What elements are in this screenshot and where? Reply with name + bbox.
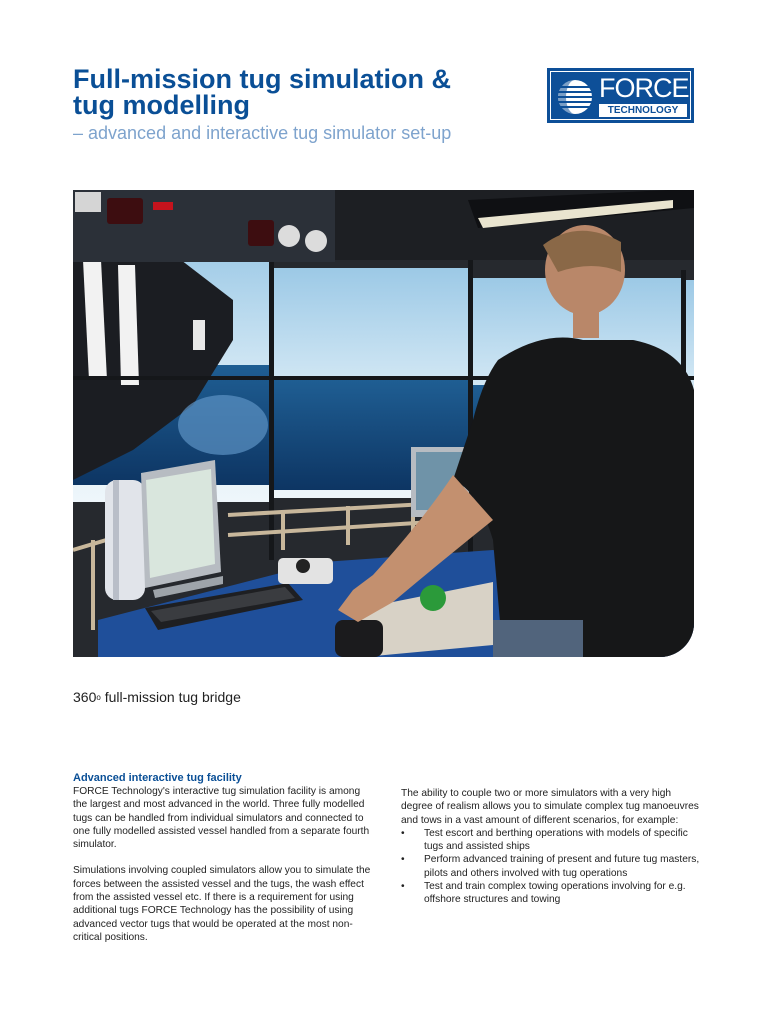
photo-caption — [73, 688, 241, 706]
left-column — [73, 772, 373, 957]
list-item — [401, 827, 701, 854]
title-line-2: tug modelling — [73, 90, 250, 120]
degree-symbol: o — [96, 693, 101, 702]
bullet-icon: • — [401, 827, 405, 839]
intro-paragraph: The ability to couple two or more simulators with a very high degree of realism allows you to simulate complex tug manoeuvres and tows in a vast amount of different scenarios, for example: — [401, 788, 699, 826]
bullet-icon: • — [401, 854, 405, 866]
list-item-text: Perform advanced training of present and future tug masters, pilots and others involved with tug operations — [424, 854, 700, 879]
force-technology-logo — [547, 68, 694, 123]
list-item — [401, 880, 701, 907]
tug-bridge-photo — [73, 190, 694, 657]
paragraph-1: FORCE Technology's interactive tug simulation facility is among the largest and most advanced in the world. Three fully modelled tugs can be handled from individual simulators and connected to one fully modelled assisted vessel handled from a separate fourth simulator. — [73, 786, 370, 851]
bullet-icon: • — [401, 881, 405, 893]
list-item-text: Test escort and berthing operations with models of specific tugs and assisted ships — [424, 827, 688, 853]
paragraph-2: Simulations involving coupled simulators allow you to simulate the forces between the assisted vessel and the tugs, the wash effect from the assisted vessel etc. If there is a requirement for using additional tugs FORCE Technology has the possibility of using advanced vector tugs that would be operated at the most non-critical positions. — [73, 865, 371, 943]
page-subtitle: – advanced and interactive tug simulator set-up — [73, 123, 452, 143]
scenario-list — [401, 827, 701, 907]
logo-wordmark: FORCE — [599, 73, 689, 103]
list-item-text: Test and train complex towing operations involving for e.g. offshore structures and towing — [424, 881, 686, 906]
page-title — [73, 66, 533, 118]
list-item — [401, 853, 701, 880]
caption-number: 360 — [73, 689, 97, 705]
globe-icon — [556, 78, 594, 116]
title-line-1: Full-mission tug simulation & — [73, 64, 451, 94]
caption-text: full-mission tug bridge — [100, 689, 241, 705]
right-column — [401, 787, 701, 907]
logo-subtitle: TECHNOLOGY — [599, 104, 687, 117]
section-heading: Advanced interactive tug facility — [73, 772, 242, 784]
